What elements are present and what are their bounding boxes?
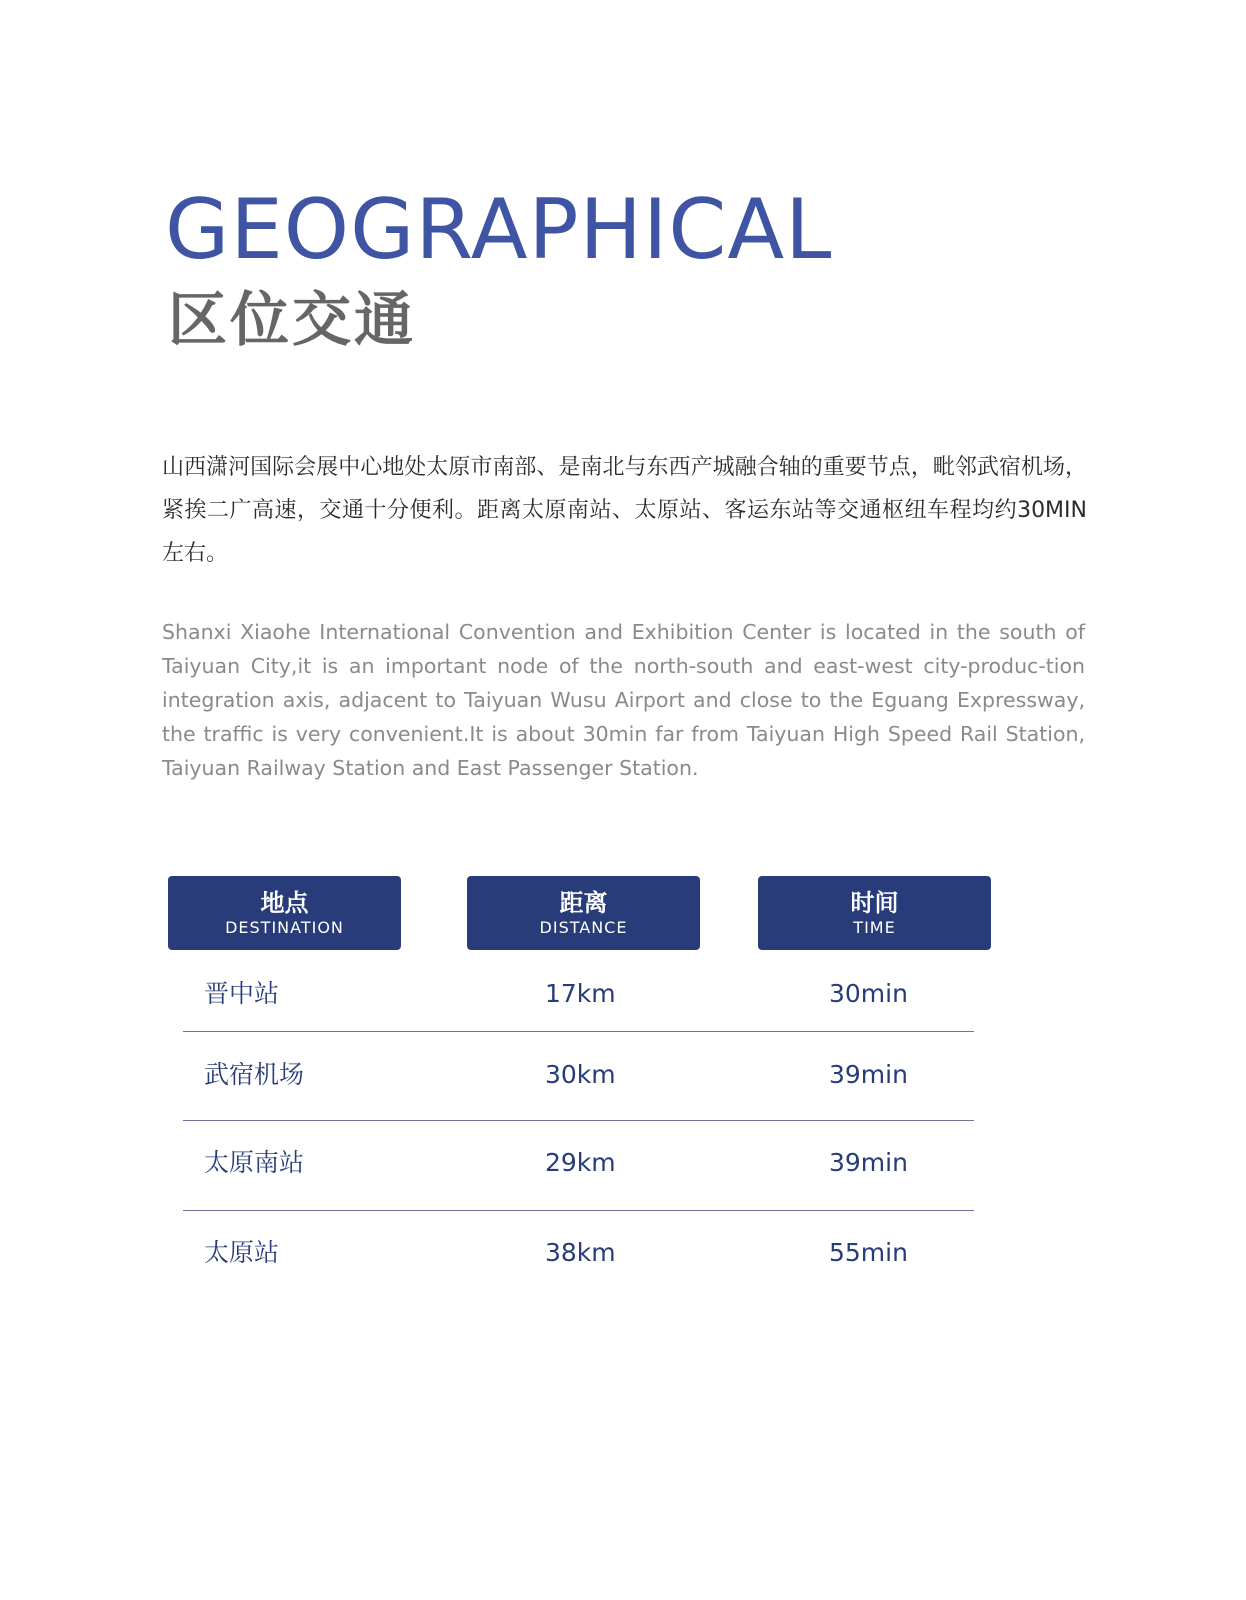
destination-cell: 太原南站 [204,1148,305,1177]
intro-paragraph-en: Shanxi Xiaohe International Convention and Exhibition Center is located in the south of Taiyuan City,it is an important node of the north-south and east-west city-produc-tion integration axis, adjacent to Taiyuan Wusu Airport and close to the Eguang Expressway, the traffic is very convenient.It is about 30min far from Taiyuan High Speed Rail Station, Taiyuan Railway Station and East Passenger Station. [162,620,1085,780]
table-row [0,974,1246,1014]
time-cell: 39min [829,1060,908,1089]
row-divider [183,1210,974,1211]
row-divider [183,1031,974,1032]
page-title-en: GEOGRAPHICAL [165,181,833,278]
time-cell: 30min [829,979,908,1008]
row-divider [183,1120,974,1121]
table-row [0,1233,1246,1273]
header-time-en: TIME [853,918,896,937]
intro-paragraph-cn: 山西潇河国际会展中心地处太原市南部、是南北与东西产城融合轴的重要节点，毗邻武宿机场，紧挨二广高速，交通十分便利。距离太原南站、太原站、客运东站等交通枢纽车程均约30MIN左右。 [162,455,1087,566]
table-row [0,1055,1246,1095]
page-title-cn: 区位交通 [168,285,417,354]
destination-cell: 晋中站 [204,979,280,1008]
distance-cell: 29km [545,1148,616,1177]
time-cell: 39min [829,1148,908,1177]
header-destination-en: DESTINATION [225,918,344,937]
distance-cell: 30km [545,1060,616,1089]
header-distance [467,876,700,950]
distance-cell: 38km [545,1238,616,1267]
time-cell: 55min [829,1238,908,1267]
header-time [758,876,991,950]
header-destination [168,876,401,950]
distance-cell: 17km [545,979,616,1008]
destination-cell: 武宿机场 [204,1060,305,1089]
header-distance-cn: 距离 [559,889,608,917]
header-distance-en: DISTANCE [539,918,628,937]
destination-cell: 太原站 [204,1238,280,1267]
header-time-cn: 时间 [850,889,899,917]
table-row [0,1143,1246,1183]
header-destination-cn: 地点 [260,889,309,917]
